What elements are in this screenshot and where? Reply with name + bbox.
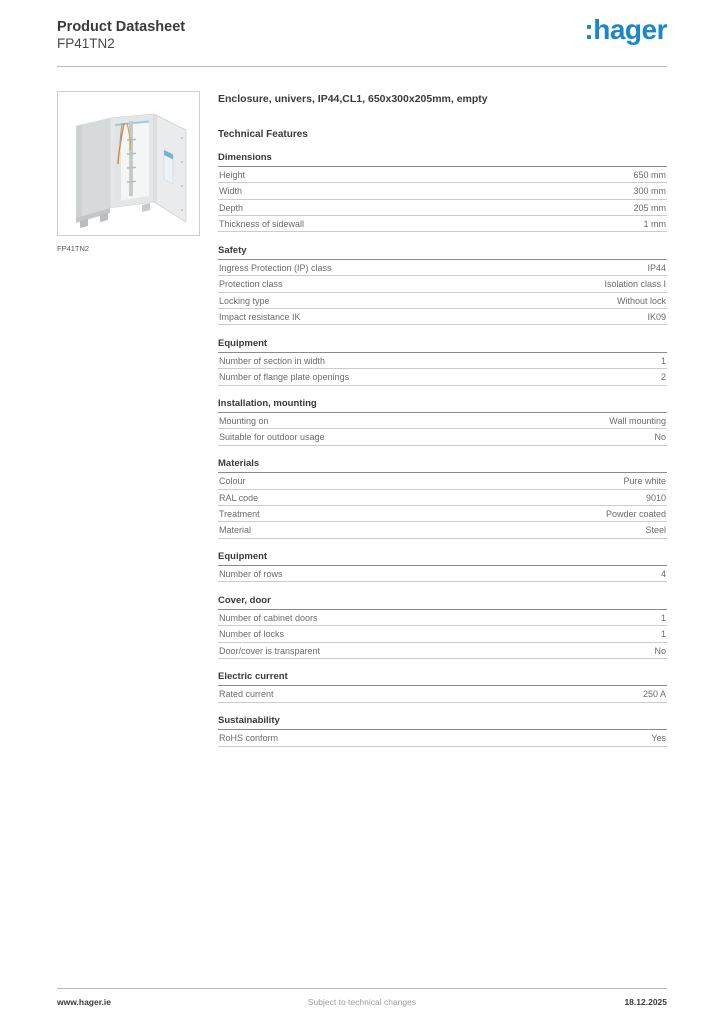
spec-label: Suitable for outdoor usage [219, 432, 325, 443]
spec-value: 1 [660, 612, 666, 623]
website-link[interactable]: www.hager.ie [57, 997, 112, 1007]
spec-row [218, 686, 667, 702]
spec-value: 205 mm [633, 202, 666, 213]
spec-section [218, 152, 667, 232]
spec-row [218, 216, 667, 232]
spec-label: Impact resistance IK [219, 312, 301, 322]
product-image-column [57, 91, 200, 747]
spec-value: 650 mm [633, 170, 666, 181]
spec-value: 9010 [645, 492, 666, 503]
product-image-caption: FP41TN2 [57, 244, 90, 253]
spec-row [218, 309, 667, 325]
spec-label: Number of rows [219, 569, 283, 580]
page-title: Product Datasheet [57, 19, 186, 35]
spec-row [218, 276, 667, 292]
spec-row [218, 566, 667, 582]
spec-section [218, 338, 667, 386]
spec-value: 300 mm [633, 186, 666, 197]
spec-label: Number of cabinet doors [219, 612, 318, 623]
spec-value: IK09 [647, 312, 666, 322]
spec-value: Wall mounting [609, 416, 666, 427]
spec-column [218, 91, 667, 747]
spec-row [218, 413, 667, 429]
spec-label: Rated current [219, 689, 274, 700]
section-heading: Materials [218, 458, 667, 473]
spec-value: No [654, 432, 666, 443]
enclosure-illustration [58, 92, 199, 235]
spec-row [218, 730, 667, 746]
spec-row [218, 183, 667, 199]
spec-section [218, 551, 667, 582]
technical-features-heading: Technical Features [218, 128, 308, 140]
section-heading: Cover, door [218, 595, 667, 610]
spec-value: Yes [651, 733, 666, 744]
spec-label: Depth [219, 202, 244, 213]
content [57, 91, 667, 747]
spec-row [218, 506, 667, 522]
footer-note: Subject to technical changes [307, 997, 417, 1007]
spec-section [218, 398, 667, 446]
spec-row [218, 429, 667, 445]
spec-value: Steel [645, 525, 666, 536]
section-heading: Equipment [218, 551, 667, 566]
section-heading: Safety [218, 245, 667, 260]
spec-label: Height [219, 170, 246, 181]
spec-label: Material [219, 525, 252, 536]
sections [218, 152, 667, 747]
section-heading: Installation, mounting [218, 398, 667, 413]
product-image [57, 91, 200, 236]
spec-section [218, 671, 667, 702]
spec-value: Without lock [616, 295, 666, 306]
spec-value: 1 [660, 629, 666, 640]
spec-value: IP44 [647, 262, 666, 273]
spec-value: 2 [660, 372, 666, 383]
spec-section [218, 245, 667, 325]
footer-date: 18.12.2025 [624, 997, 667, 1007]
spec-value: 250 A [642, 689, 666, 700]
section-heading: Electric current [218, 671, 667, 686]
spec-section [218, 595, 667, 659]
footer [57, 988, 667, 1007]
spec-label: Door/cover is transparent [219, 645, 321, 656]
section-heading: Sustainability [218, 715, 667, 730]
spec-label: Mounting on [219, 416, 269, 427]
spec-row [218, 167, 667, 183]
spec-section [218, 715, 667, 746]
spec-row [218, 260, 667, 276]
spec-row [218, 522, 667, 538]
spec-label: Thickness of sidewall [219, 219, 305, 230]
spec-value: 4 [660, 569, 666, 580]
spec-label: Treatment [219, 508, 260, 519]
spec-row [218, 490, 667, 506]
spec-label: Width [219, 186, 243, 197]
spec-row [218, 293, 667, 309]
spec-label: Number of locks [219, 629, 285, 640]
header [57, 14, 667, 53]
spec-label: RAL code [219, 492, 259, 503]
hager-logo: :hager [584, 14, 667, 45]
spec-label: Protection class [219, 279, 283, 290]
spec-value: Isolation class I [604, 279, 666, 290]
spec-label: RoHS conform [219, 733, 279, 744]
section-heading: Equipment [218, 338, 667, 353]
spec-label: Number of flange plate openings [219, 372, 350, 383]
spec-value: No [654, 645, 666, 656]
spec-value: 1 mm [643, 219, 666, 230]
product-code: FP41TN2 [57, 36, 115, 52]
spec-value: Pure white [623, 476, 666, 487]
spec-value: Powder coated [605, 508, 666, 519]
product-description: Enclosure, univers, IP44,CL1, 650x300x205mm, empty [218, 93, 488, 105]
spec-row [218, 643, 667, 659]
spec-row [218, 610, 667, 626]
section-heading: Dimensions [218, 152, 667, 167]
spec-label: Number of section in width [219, 355, 326, 366]
spec-label: Colour [219, 476, 246, 487]
spec-row [218, 473, 667, 489]
header-divider [57, 66, 667, 67]
spec-row [218, 626, 667, 642]
spec-section [218, 458, 667, 538]
spec-label: Locking type [219, 295, 270, 306]
spec-row [218, 353, 667, 369]
spec-row [218, 200, 667, 216]
spec-value: 1 [660, 355, 666, 366]
spec-label: Ingress Protection (IP) class [219, 262, 332, 273]
spec-row [218, 369, 667, 385]
